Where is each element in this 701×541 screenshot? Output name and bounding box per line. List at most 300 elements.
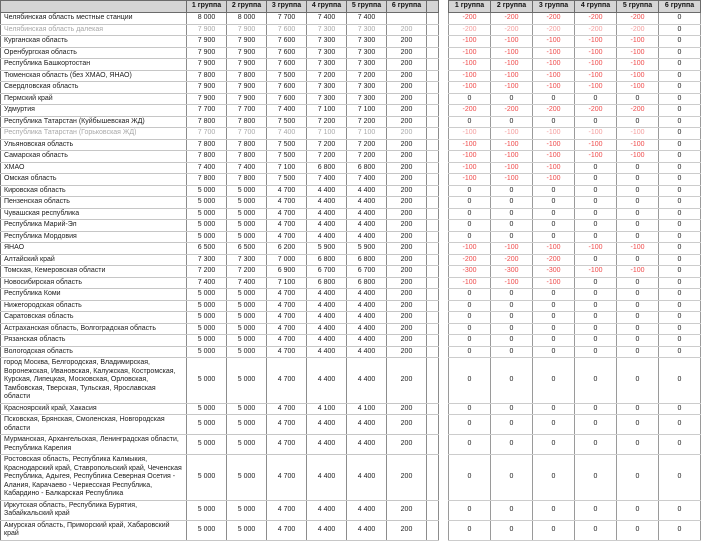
diff-cell: 0 (533, 197, 575, 209)
diff-cell: -100 (575, 70, 617, 82)
value-cell: 4 700 (267, 300, 307, 312)
region-name-cell: Псковская, Брянская, Смоленская, Новгородская области (1, 415, 187, 435)
spacer-cell (427, 346, 439, 358)
diff-cell: 0 (575, 500, 617, 520)
diff-cell: -100 (449, 128, 491, 140)
value-cell: 7 800 (187, 116, 227, 128)
diff-cell: -100 (575, 266, 617, 278)
diff-cell: 0 (659, 128, 701, 140)
value-cell: 4 400 (307, 415, 347, 435)
spacer-cell (427, 403, 439, 415)
diff-cell: 0 (659, 266, 701, 278)
value-cell: 200 (387, 174, 427, 186)
diff-cell: -200 (575, 105, 617, 117)
value-cell: 7 300 (227, 254, 267, 266)
diff-cell: 0 (533, 312, 575, 324)
gap-cell (439, 162, 449, 174)
region-name-cell: Амурская область, Приморский край, Хабаровский край (1, 520, 187, 540)
region-name-cell: Астраханская область, Волгоградская область (1, 323, 187, 335)
diff-cell: -100 (617, 243, 659, 255)
value-cell: 200 (387, 139, 427, 151)
region-name-cell: Республика Татарстан (Горьковская ЖД) (1, 128, 187, 140)
value-cell: 4 700 (267, 323, 307, 335)
gap-cell (439, 116, 449, 128)
diff-cell: -100 (449, 70, 491, 82)
diff-cell: -300 (449, 266, 491, 278)
diff-cell: -100 (533, 70, 575, 82)
value-cell: 5 000 (227, 300, 267, 312)
gap-cell (439, 13, 449, 25)
value-cell: 4 400 (307, 500, 347, 520)
value-cell: 200 (387, 243, 427, 255)
value-cell: 5 900 (307, 243, 347, 255)
value-cell: 4 700 (267, 415, 307, 435)
diff-cell: 0 (617, 220, 659, 232)
value-cell: 200 (387, 208, 427, 220)
value-cell: 7 900 (187, 47, 227, 59)
spacer-cell (427, 254, 439, 266)
diff-cell: 0 (449, 289, 491, 301)
value-cell: 4 400 (307, 520, 347, 540)
value-cell: 200 (387, 403, 427, 415)
gap-cell (439, 105, 449, 117)
diff-cell: -100 (491, 59, 533, 71)
spacer-cell (427, 174, 439, 186)
value-cell: 7 700 (187, 105, 227, 117)
diff-cell: -100 (575, 36, 617, 48)
value-cell: 200 (387, 105, 427, 117)
spacer-cell (427, 323, 439, 335)
table-row (1, 197, 701, 209)
gap-cell (439, 93, 449, 105)
spacer-cell (427, 139, 439, 151)
table-row (1, 208, 701, 220)
value-cell: 7 900 (227, 82, 267, 94)
diff-cell: 0 (449, 415, 491, 435)
value-cell: 7 100 (307, 105, 347, 117)
region-name-cell: Мурманская, Архангельская, Ленинградская области, Республика Карелия (1, 435, 187, 455)
diff-cell: 0 (491, 197, 533, 209)
region-name-cell: Республика Марий-Эл (1, 220, 187, 232)
value-cell: 5 000 (187, 312, 227, 324)
diff-cell: 0 (659, 47, 701, 59)
diff-cell: 0 (659, 185, 701, 197)
gap-cell (439, 24, 449, 36)
value-cell: 4 400 (307, 289, 347, 301)
value-cell: 7 100 (347, 105, 387, 117)
group-header: 5 группа (617, 1, 659, 13)
value-cell: 6 500 (187, 243, 227, 255)
diff-cell: 0 (491, 185, 533, 197)
diff-cell: -100 (491, 139, 533, 151)
diff-cell: -100 (449, 162, 491, 174)
value-cell: 4 700 (267, 312, 307, 324)
diff-cell: 0 (491, 415, 533, 435)
diff-cell: 0 (449, 500, 491, 520)
gap-cell (439, 47, 449, 59)
table-row (1, 254, 701, 266)
region-name-cell: Саратовская область (1, 312, 187, 324)
value-cell: 7 700 (227, 128, 267, 140)
gap-cell (439, 415, 449, 435)
value-cell: 5 000 (187, 520, 227, 540)
region-name-cell: Томская, Кемеровская области (1, 266, 187, 278)
value-cell: 200 (387, 185, 427, 197)
diff-cell: 0 (449, 346, 491, 358)
spacer-cell (427, 358, 439, 404)
value-cell: 4 400 (307, 455, 347, 501)
value-cell: 7 300 (307, 82, 347, 94)
value-cell: 7 300 (307, 24, 347, 36)
diff-cell: 0 (449, 220, 491, 232)
diff-cell: 0 (659, 415, 701, 435)
diff-cell: 0 (491, 93, 533, 105)
region-name-cell: Вологодская область (1, 346, 187, 358)
table-row (1, 435, 701, 455)
diff-cell: 0 (449, 455, 491, 501)
value-cell: 7 300 (307, 36, 347, 48)
value-cell: 6 800 (307, 277, 347, 289)
value-cell: 200 (387, 323, 427, 335)
diff-cell: 0 (533, 346, 575, 358)
value-cell: 4 400 (307, 231, 347, 243)
value-cell: 200 (387, 358, 427, 404)
table-row (1, 36, 701, 48)
value-cell: 200 (387, 455, 427, 501)
diff-cell: -100 (533, 243, 575, 255)
value-cell: 4 400 (347, 520, 387, 540)
header-row (1, 1, 701, 13)
spacer-cell (427, 289, 439, 301)
gap-cell (439, 36, 449, 48)
value-cell: 7 200 (307, 151, 347, 163)
value-cell: 7 700 (267, 13, 307, 25)
diff-cell: 0 (575, 162, 617, 174)
value-cell: 4 400 (347, 231, 387, 243)
value-cell: 200 (387, 162, 427, 174)
diff-cell: 0 (659, 139, 701, 151)
diff-cell: 0 (449, 358, 491, 404)
value-cell: 4 400 (347, 455, 387, 501)
value-cell: 5 000 (227, 435, 267, 455)
value-cell: 7 400 (307, 174, 347, 186)
value-cell: 5 000 (227, 500, 267, 520)
diff-cell: 0 (491, 403, 533, 415)
diff-cell: -100 (449, 47, 491, 59)
group-header: 4 группа (575, 1, 617, 13)
diff-cell: 0 (449, 93, 491, 105)
value-cell: 4 400 (347, 197, 387, 209)
value-cell: 4 700 (267, 335, 307, 347)
table-row (1, 116, 701, 128)
value-cell: 5 000 (187, 358, 227, 404)
diff-cell: -200 (491, 105, 533, 117)
diff-cell: -200 (491, 24, 533, 36)
gap-cell (439, 174, 449, 186)
region-name-cell: Республика Татарстан (Куйбышевская ЖД) (1, 116, 187, 128)
value-cell: 7 400 (227, 162, 267, 174)
region-name-cell: Нижегородская область (1, 300, 187, 312)
value-cell: 5 000 (187, 289, 227, 301)
spacer-cell (427, 277, 439, 289)
diff-cell: 0 (575, 197, 617, 209)
diff-cell: 0 (659, 151, 701, 163)
region-name-cell: Красноярский край, Хакасия (1, 403, 187, 415)
value-cell: 7 800 (227, 70, 267, 82)
spacer-cell (427, 82, 439, 94)
diff-cell: 0 (449, 208, 491, 220)
diff-cell: 0 (659, 300, 701, 312)
value-cell: 7 400 (227, 277, 267, 289)
gap-cell (439, 128, 449, 140)
region-name-cell: Кировская область (1, 185, 187, 197)
region-name-cell: Республика Мордовия (1, 231, 187, 243)
spacer-cell (427, 185, 439, 197)
diff-cell: 0 (533, 415, 575, 435)
diff-cell: -200 (533, 13, 575, 25)
diff-cell: 0 (659, 13, 701, 25)
region-name-cell: Пензенская область (1, 197, 187, 209)
value-cell: 4 400 (347, 335, 387, 347)
value-cell: 5 000 (227, 323, 267, 335)
value-cell: 7 300 (347, 82, 387, 94)
diff-cell: 0 (659, 162, 701, 174)
value-cell: 7 900 (227, 36, 267, 48)
value-cell: 200 (387, 116, 427, 128)
value-cell: 7 300 (347, 59, 387, 71)
value-cell (387, 13, 427, 25)
value-cell: 7 300 (307, 93, 347, 105)
region-name-cell: Республика Коми (1, 289, 187, 301)
diff-cell: 0 (617, 500, 659, 520)
value-cell: 4 400 (307, 220, 347, 232)
value-cell: 5 000 (227, 403, 267, 415)
value-cell: 7 400 (267, 128, 307, 140)
value-cell: 4 400 (347, 358, 387, 404)
diff-cell: 0 (659, 346, 701, 358)
diff-cell: 0 (533, 231, 575, 243)
spacer-cell (427, 151, 439, 163)
table-row (1, 500, 701, 520)
value-cell: 4 700 (267, 208, 307, 220)
diff-cell: 0 (575, 435, 617, 455)
gap-cell (439, 231, 449, 243)
value-cell: 4 700 (267, 185, 307, 197)
spacer-cell (427, 116, 439, 128)
diff-cell: 0 (449, 197, 491, 209)
value-cell: 5 900 (347, 243, 387, 255)
value-cell: 7 900 (227, 47, 267, 59)
diff-cell: -200 (617, 24, 659, 36)
diff-cell: 0 (533, 358, 575, 404)
diff-cell: -100 (575, 82, 617, 94)
diff-cell: -100 (449, 243, 491, 255)
value-cell: 7 900 (187, 82, 227, 94)
value-cell: 4 400 (347, 435, 387, 455)
diff-cell: 0 (533, 220, 575, 232)
diff-cell: 0 (575, 185, 617, 197)
diff-cell: 0 (575, 277, 617, 289)
value-cell: 4 400 (307, 197, 347, 209)
diff-cell: -100 (491, 36, 533, 48)
region-name-cell: Рязанская область (1, 335, 187, 347)
value-cell: 7 900 (187, 24, 227, 36)
spacer-cell (427, 243, 439, 255)
value-cell: 5 000 (187, 403, 227, 415)
spacer-cell (427, 36, 439, 48)
gap-cell (439, 335, 449, 347)
diff-cell: -100 (617, 139, 659, 151)
diff-cell: -100 (617, 36, 659, 48)
diff-cell: 0 (491, 435, 533, 455)
value-cell: 200 (387, 59, 427, 71)
value-cell: 4 400 (347, 208, 387, 220)
diff-cell: 0 (617, 323, 659, 335)
region-name-cell: Челябинская область местные станции (1, 13, 187, 25)
diff-cell: 0 (449, 116, 491, 128)
gap-cell (439, 323, 449, 335)
diff-cell: 0 (575, 300, 617, 312)
table-row (1, 105, 701, 117)
diff-cell: -100 (449, 174, 491, 186)
gap-cell (439, 1, 449, 13)
spacer-cell (427, 47, 439, 59)
group-header: 1 группа (449, 1, 491, 13)
gap-cell (439, 59, 449, 71)
diff-cell: 0 (617, 162, 659, 174)
diff-cell: 0 (575, 220, 617, 232)
value-cell: 5 000 (187, 335, 227, 347)
value-cell: 4 400 (307, 435, 347, 455)
diff-cell: -100 (449, 36, 491, 48)
region-name-cell: Ульяновская область (1, 139, 187, 151)
diff-cell: 0 (659, 105, 701, 117)
diff-cell: 0 (533, 435, 575, 455)
value-cell: 4 400 (307, 208, 347, 220)
value-cell: 200 (387, 231, 427, 243)
value-cell: 6 900 (267, 266, 307, 278)
value-cell: 7 100 (267, 277, 307, 289)
diff-cell: 0 (533, 520, 575, 540)
diff-cell: 0 (659, 323, 701, 335)
region-name-cell: Челябинская область далекая (1, 24, 187, 36)
value-cell: 7 700 (187, 128, 227, 140)
diff-cell: 0 (575, 520, 617, 540)
gap-cell (439, 139, 449, 151)
diff-cell: 0 (533, 455, 575, 501)
diff-cell: -100 (491, 174, 533, 186)
diff-cell: 0 (533, 116, 575, 128)
diff-cell: 0 (575, 116, 617, 128)
diff-cell: 0 (449, 335, 491, 347)
value-cell: 7 200 (347, 151, 387, 163)
diff-cell: 0 (533, 335, 575, 347)
value-cell: 200 (387, 82, 427, 94)
gap-cell (439, 500, 449, 520)
diff-cell: 0 (659, 82, 701, 94)
value-cell: 4 400 (307, 312, 347, 324)
diff-cell: -100 (491, 128, 533, 140)
group-header: 3 группа (267, 1, 307, 13)
diff-cell: 0 (617, 335, 659, 347)
spacer-cell (427, 312, 439, 324)
spacer-cell (427, 335, 439, 347)
diff-cell: -100 (533, 36, 575, 48)
diff-cell: 0 (659, 520, 701, 540)
diff-cell: 0 (617, 300, 659, 312)
diff-cell: 0 (575, 323, 617, 335)
value-cell: 5 000 (227, 415, 267, 435)
value-cell: 5 000 (227, 231, 267, 243)
gap-cell (439, 358, 449, 404)
diff-cell: 0 (449, 323, 491, 335)
value-cell: 6 800 (347, 254, 387, 266)
value-cell: 200 (387, 500, 427, 520)
diff-cell: 0 (617, 277, 659, 289)
spacer-cell (427, 70, 439, 82)
table-row (1, 174, 701, 186)
value-cell: 200 (387, 289, 427, 301)
value-cell: 7 600 (267, 47, 307, 59)
value-cell: 5 000 (187, 500, 227, 520)
value-cell: 4 700 (267, 220, 307, 232)
value-cell: 4 400 (347, 185, 387, 197)
region-name-cell: Чувашская республика (1, 208, 187, 220)
group-header: 5 группа (347, 1, 387, 13)
gap-cell (439, 435, 449, 455)
diff-cell: 0 (575, 208, 617, 220)
value-cell: 7 300 (347, 24, 387, 36)
gap-cell (439, 346, 449, 358)
diff-cell: -100 (491, 47, 533, 59)
value-cell: 4 400 (347, 312, 387, 324)
spacer-cell (427, 500, 439, 520)
value-cell: 5 000 (187, 415, 227, 435)
diff-cell: -100 (491, 70, 533, 82)
gap-cell (439, 70, 449, 82)
spacer-cell (427, 520, 439, 540)
table-row (1, 82, 701, 94)
diff-cell: -100 (449, 151, 491, 163)
gap-cell (439, 289, 449, 301)
value-cell: 7 900 (187, 93, 227, 105)
value-cell: 6 800 (347, 277, 387, 289)
value-cell: 7 300 (187, 254, 227, 266)
table-row (1, 300, 701, 312)
table-row (1, 24, 701, 36)
table-row (1, 128, 701, 140)
value-cell: 5 000 (227, 455, 267, 501)
diff-cell: -100 (449, 277, 491, 289)
diff-cell: -100 (491, 277, 533, 289)
group-header: 2 группа (227, 1, 267, 13)
diff-cell: 0 (575, 403, 617, 415)
value-cell: 7 800 (227, 151, 267, 163)
diff-cell: -100 (533, 59, 575, 71)
diff-cell: 0 (533, 323, 575, 335)
region-name-cell: Оренбургская область (1, 47, 187, 59)
diff-cell: 0 (659, 277, 701, 289)
value-cell: 5 000 (187, 455, 227, 501)
diff-cell: -100 (617, 266, 659, 278)
value-cell: 7 900 (187, 59, 227, 71)
value-cell: 4 400 (347, 220, 387, 232)
value-cell: 200 (387, 93, 427, 105)
diff-cell: 0 (659, 70, 701, 82)
spacer-cell (427, 105, 439, 117)
table-row (1, 358, 701, 404)
diff-cell: 0 (575, 358, 617, 404)
